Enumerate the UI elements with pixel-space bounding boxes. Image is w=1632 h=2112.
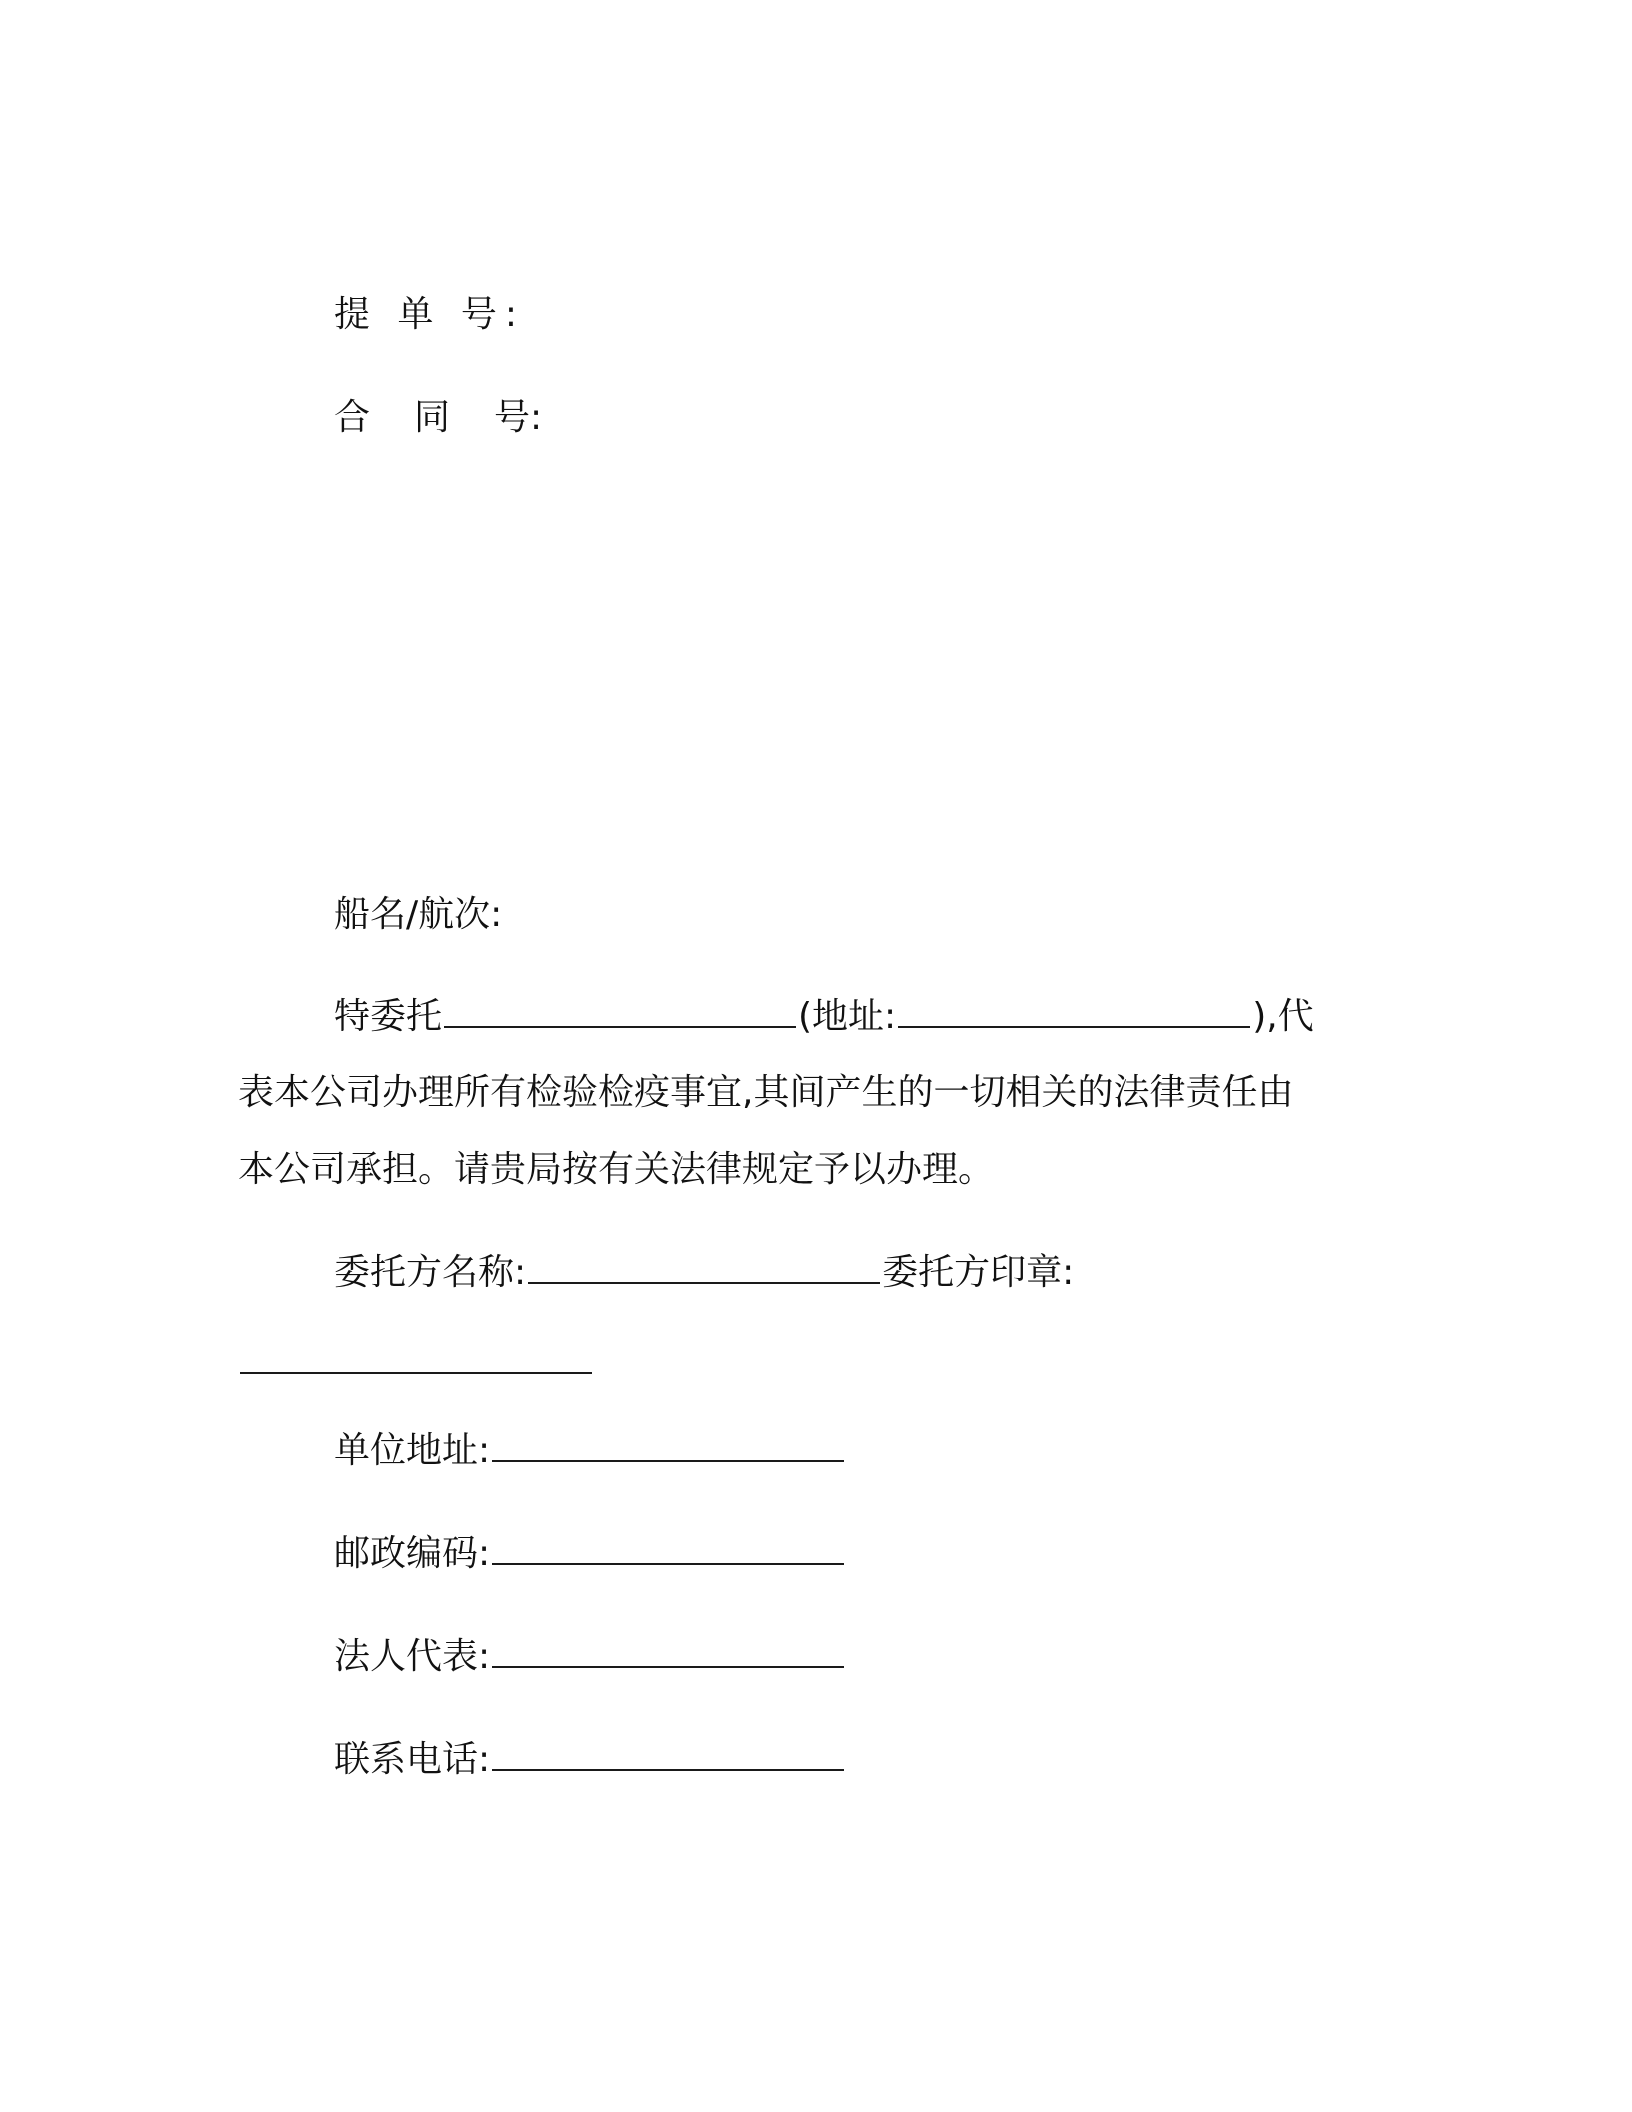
entrusted-address-blank[interactable]	[898, 1022, 1250, 1028]
vessel-voyage-label-text: 船名/航次:	[334, 894, 503, 935]
principal-name-row	[334, 1248, 1074, 1298]
principal-seal-label: 委托方印章:	[882, 1252, 1075, 1293]
entrust-close: ),代	[1252, 996, 1314, 1037]
entrust-paragraph-line-2	[238, 1068, 1293, 1118]
contact-phone-label: 联系电话:	[334, 1739, 491, 1780]
entrust-line-2-text: 表本公司办理所有检验检疫事宜,其间产生的一切相关的法律责任由	[238, 1072, 1294, 1113]
postcode-label: 邮政编码:	[334, 1533, 491, 1574]
entrust-prefix: 特委托	[334, 996, 443, 1037]
principal-seal-row	[238, 1338, 594, 1388]
contract-label-char-1: 合	[334, 397, 371, 438]
contract-label-char-3: 号:	[494, 397, 543, 438]
company-address-label: 单位地址:	[334, 1430, 491, 1471]
contact-phone-blank[interactable]	[492, 1765, 844, 1771]
contract-label-char-2: 同	[414, 397, 451, 438]
vessel-voyage-label	[334, 890, 502, 940]
entrust-paragraph-line-3	[238, 1145, 994, 1195]
contract-number-label	[334, 393, 542, 443]
entrust-line-3-text: 本公司承担。请贵局按有关法律规定予以办理。	[238, 1149, 995, 1190]
postcode-row	[334, 1529, 846, 1579]
principal-name-label: 委托方名称:	[334, 1252, 527, 1293]
bill-of-lading-label-text: 提 单 号:	[334, 294, 526, 335]
bill-of-lading-number-label	[334, 290, 525, 340]
legal-representative-row	[334, 1632, 846, 1682]
company-address-blank[interactable]	[492, 1456, 844, 1462]
entrust-address-open: (地址:	[798, 996, 897, 1037]
company-address-row	[334, 1426, 846, 1476]
entrust-paragraph-line-1	[334, 992, 1314, 1042]
principal-seal-blank[interactable]	[240, 1368, 592, 1374]
contact-phone-row	[334, 1735, 846, 1785]
entrusted-party-blank[interactable]	[444, 1022, 796, 1028]
postcode-blank[interactable]	[492, 1559, 844, 1565]
legal-representative-label: 法人代表:	[334, 1636, 491, 1677]
legal-representative-blank[interactable]	[492, 1662, 844, 1668]
principal-name-blank[interactable]	[528, 1278, 880, 1284]
